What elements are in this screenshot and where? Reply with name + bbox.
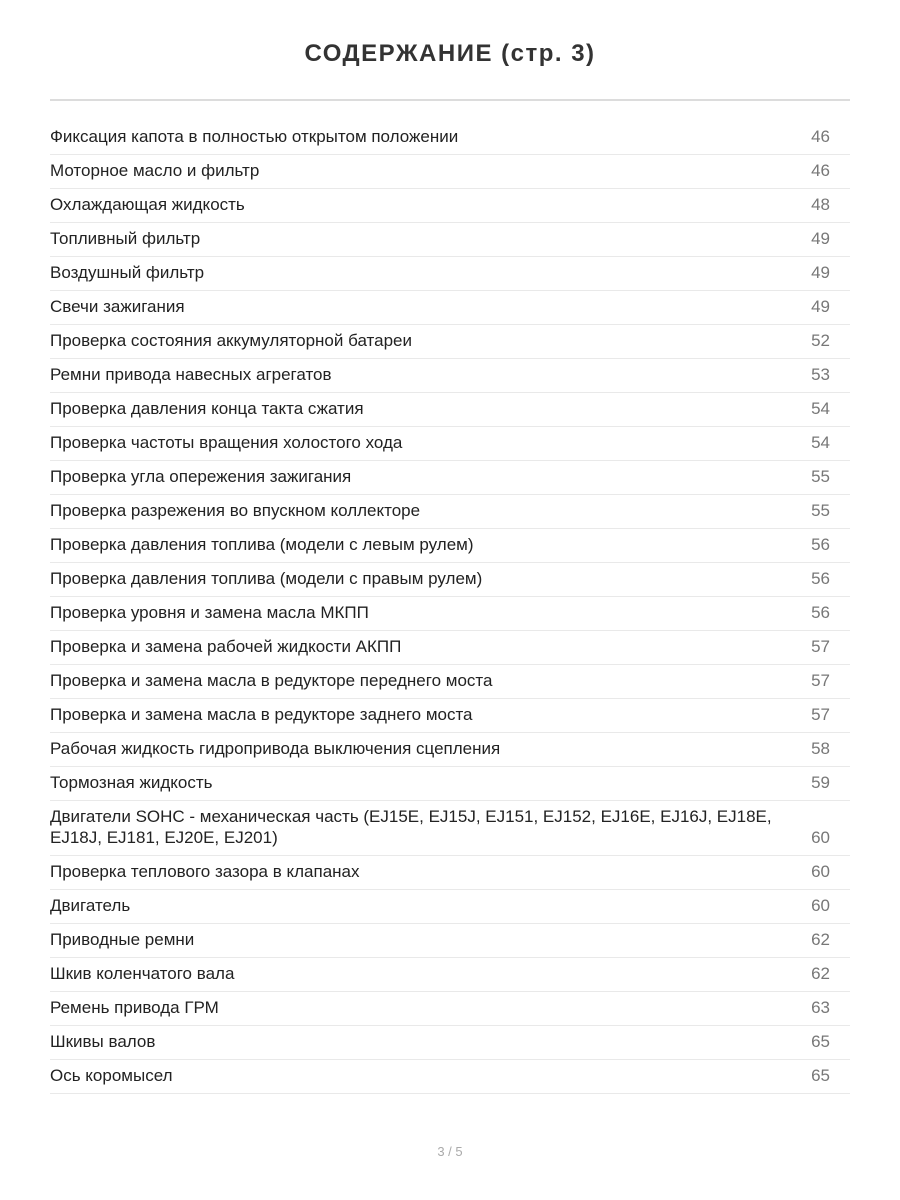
toc-row[interactable] xyxy=(50,257,850,291)
toc-entry-title: Двигатель xyxy=(50,896,131,915)
toc-row[interactable] xyxy=(50,325,850,359)
toc-entry-title: Ось коромысел xyxy=(50,1066,173,1085)
toc-row[interactable] xyxy=(50,393,850,427)
toc-entry-title: Проверка и замена рабочей жидкости АКПП xyxy=(50,637,402,656)
toc-row[interactable] xyxy=(50,121,850,155)
toc-row[interactable] xyxy=(50,427,850,461)
toc-entry-page: 49 xyxy=(811,263,830,282)
toc-entry-title: Проверка состояния аккумуляторной батареи xyxy=(50,331,412,350)
toc-entry-page: 49 xyxy=(811,297,830,316)
toc-entry-page: 56 xyxy=(811,535,830,554)
toc-entry-page: 60 xyxy=(811,828,830,847)
toc-row[interactable] xyxy=(50,767,850,801)
toc-row[interactable] xyxy=(50,155,850,189)
toc-row[interactable] xyxy=(50,631,850,665)
toc-row[interactable] xyxy=(50,1060,850,1094)
title-divider xyxy=(50,99,850,101)
toc-entry-title: Свечи зажигания xyxy=(50,297,185,316)
toc-entry-title: Воздушный фильтр xyxy=(50,263,205,282)
toc-entry-page: 54 xyxy=(811,433,830,452)
toc-row[interactable] xyxy=(50,223,850,257)
toc-entry-page: 58 xyxy=(811,739,830,758)
toc-entry-page: 62 xyxy=(811,964,830,983)
toc-entry-page: 56 xyxy=(811,569,830,588)
toc-entry-page: 60 xyxy=(811,862,830,881)
toc-entry-title: Проверка давления топлива (модели с левым рулем) xyxy=(50,535,474,554)
toc-row[interactable] xyxy=(50,461,850,495)
toc-entry-page: 65 xyxy=(811,1066,830,1085)
toc-entry-title: Ремень привода ГРМ xyxy=(50,998,219,1017)
toc-entry-title: Ремни привода навесных агрегатов xyxy=(50,365,332,384)
toc-entry-title: Приводные ремни xyxy=(50,930,195,949)
toc-row[interactable] xyxy=(50,529,850,563)
toc-entry-title: Проверка и замена масла в редукторе переднего моста xyxy=(50,671,493,690)
toc-entry-title: Проверка давления конца такта сжатия xyxy=(50,399,364,418)
toc-entry-page: 57 xyxy=(811,637,830,656)
toc-row[interactable] xyxy=(50,958,850,992)
table-of-contents xyxy=(50,121,850,1094)
toc-row[interactable] xyxy=(50,699,850,733)
toc-entry-page: 59 xyxy=(811,773,830,792)
toc-entry-title: Проверка разрежения во впускном коллекторе xyxy=(50,501,421,520)
toc-entry-page: 60 xyxy=(811,896,830,915)
toc-entry-title: Шкив коленчатого вала xyxy=(50,964,235,983)
toc-entry-page: 55 xyxy=(811,501,830,520)
toc-entry-title: Проверка давления топлива (модели с правым рулем) xyxy=(50,569,483,588)
toc-entry-title: Рабочая жидкость гидропривода выключения сцепления xyxy=(50,739,501,758)
toc-row[interactable] xyxy=(50,856,850,890)
toc-entry-page: 49 xyxy=(811,229,830,248)
toc-entry-page: 62 xyxy=(811,930,830,949)
toc-entry-page: 65 xyxy=(811,1032,830,1051)
toc-row[interactable] xyxy=(50,992,850,1026)
toc-row[interactable] xyxy=(50,189,850,223)
toc-entry-page: 53 xyxy=(811,365,830,384)
toc-entry-title: Проверка и замена масла в редукторе заднего моста xyxy=(50,705,473,724)
toc-entry-page: 57 xyxy=(811,705,830,724)
page-indicator: 3 / 5 xyxy=(437,1144,463,1159)
toc-row[interactable] xyxy=(50,291,850,325)
toc-row[interactable] xyxy=(50,890,850,924)
toc-row[interactable] xyxy=(50,495,850,529)
toc-entry-page: 63 xyxy=(811,998,830,1017)
toc-row[interactable] xyxy=(50,665,850,699)
toc-entry-page: 46 xyxy=(811,127,830,146)
toc-entry-title: Проверка частоты вращения холостого хода xyxy=(50,433,403,452)
toc-entry-title: Тормозная жидкость xyxy=(50,773,213,792)
toc-entry-page: 54 xyxy=(811,399,830,418)
toc-row[interactable] xyxy=(50,924,850,958)
toc-entry-page: 48 xyxy=(811,195,830,214)
toc-entry-page: 57 xyxy=(811,671,830,690)
toc-row[interactable] xyxy=(50,733,850,767)
toc-entry-title: Двигатели SOHC - механическая часть (EJ15E, EJ15J, EJ151, EJ152, EJ16E, EJ16J, EJ18E, EJ18J, EJ181, EJ20E, EJ201) xyxy=(50,807,772,847)
toc-entry-page: 55 xyxy=(811,467,830,486)
toc-row[interactable] xyxy=(50,801,850,856)
toc-entry-title: Моторное масло и фильтр xyxy=(50,161,260,180)
toc-entry-title: Шкивы валов xyxy=(50,1032,156,1051)
toc-entry-page: 56 xyxy=(811,603,830,622)
toc-entry-title: Охлаждающая жидкость xyxy=(50,195,245,214)
toc-row[interactable] xyxy=(50,1026,850,1060)
toc-entry-title: Проверка угла опережения зажигания xyxy=(50,467,352,486)
toc-entry-title: Проверка уровня и замена масла МКПП xyxy=(50,603,369,622)
toc-row[interactable] xyxy=(50,563,850,597)
toc-row[interactable] xyxy=(50,597,850,631)
toc-entry-title: Топливный фильтр xyxy=(50,229,201,248)
toc-entry-title: Проверка теплового зазора в клапанах xyxy=(50,862,360,881)
toc-entry-page: 46 xyxy=(811,161,830,180)
toc-row[interactable] xyxy=(50,359,850,393)
toc-entry-page: 52 xyxy=(811,331,830,350)
toc-entry-title: Фиксация капота в полностью открытом положении xyxy=(50,127,459,146)
page-title: СОДЕРЖАНИЕ (стр. 3) xyxy=(304,40,596,67)
